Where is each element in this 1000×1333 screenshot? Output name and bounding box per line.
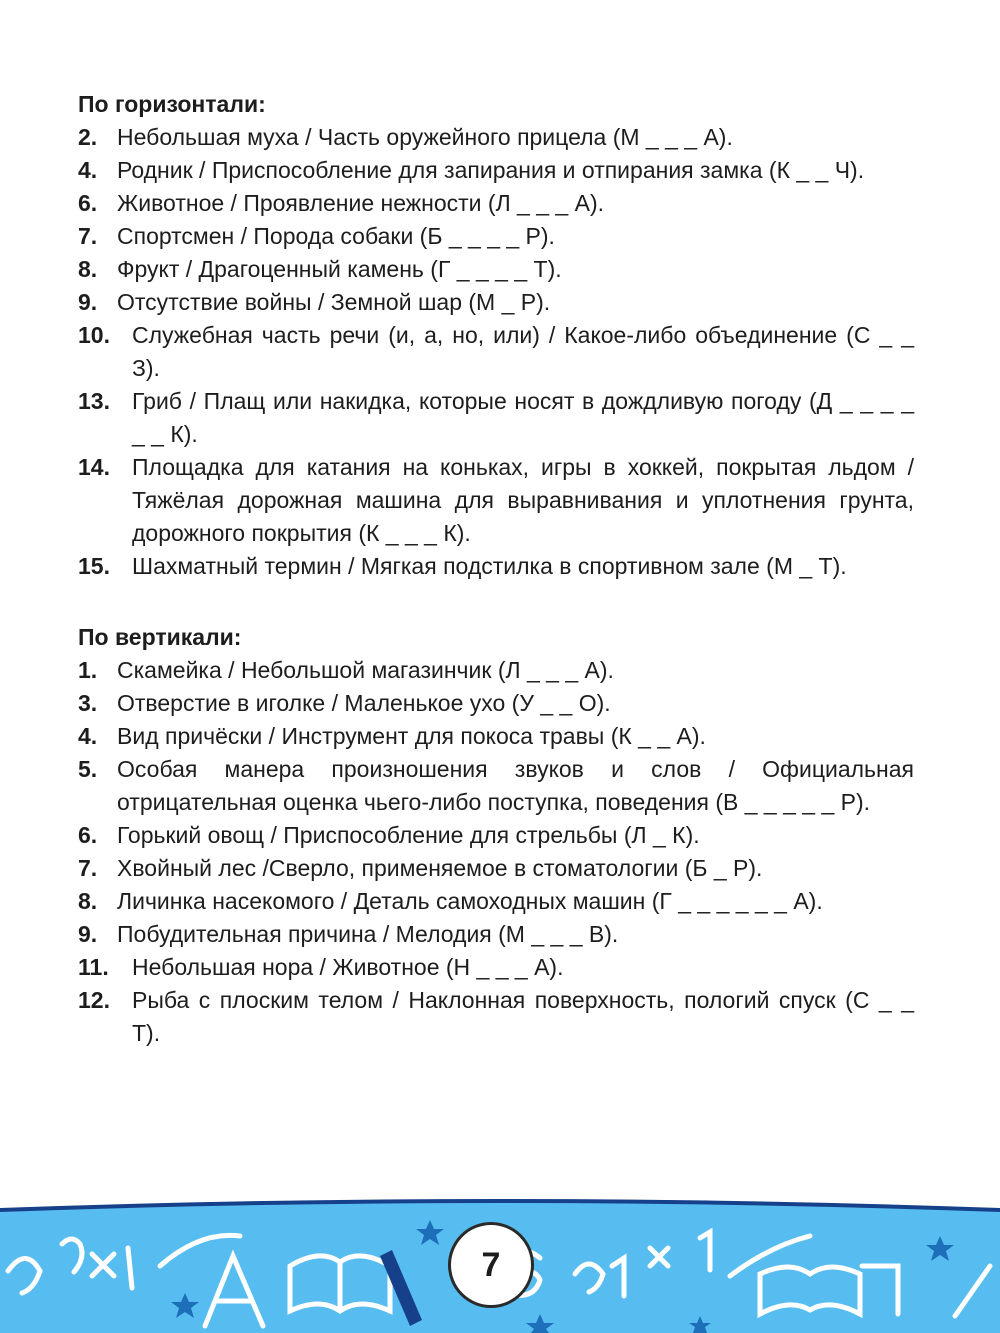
entry-number: 6. — [78, 190, 98, 216]
entry-number: 8. — [78, 256, 98, 282]
entry-number: 7. — [78, 223, 98, 249]
vertical-list — [78, 654, 914, 1050]
vertical-entry — [78, 720, 914, 753]
horizontal-list — [78, 121, 914, 583]
entry-text: Служебная часть речи (и, а, но, или) / Какое-либо объединение (С _ _ З). — [132, 322, 914, 381]
vertical-entry — [78, 753, 914, 819]
horizontal-entry — [78, 550, 914, 583]
entry-text: Фрукт / Драгоценный камень (Г _ _ _ _ Т). — [117, 256, 562, 282]
entry-text: Горький овощ / Приспособление для стрельбы (Л _ К). — [117, 822, 700, 848]
horizontal-entry — [78, 385, 914, 451]
entry-text: Отверстие в иголке / Маленькое ухо (У _ _ О). — [117, 690, 611, 716]
horizontal-heading: По горизонтали: — [78, 91, 266, 117]
horizontal-entry — [78, 253, 914, 286]
page-number: 7 — [448, 1222, 534, 1308]
entry-number: 5. — [78, 756, 98, 782]
vertical-entry — [78, 654, 914, 687]
vertical-heading: По вертикали: — [78, 624, 242, 650]
entry-text: Спортсмен / Порода собаки (Б _ _ _ _ Р). — [117, 223, 555, 249]
entry-number: 11. — [78, 954, 109, 980]
entry-number: 9. — [78, 921, 98, 947]
entry-text: Рыба с плоским телом / Наклонная поверхность, пологий спуск (С _ _ Т). — [132, 987, 914, 1046]
entry-number: 4. — [78, 723, 98, 749]
entry-number: 14. — [78, 454, 110, 480]
entry-number: 1. — [78, 657, 98, 683]
entry-text: Животное / Проявление нежности (Л _ _ _ А). — [117, 190, 604, 216]
entry-text: Гриб / Плащ или накидка, которые носят в дождливую погоду (Д _ _ _ _ _ _ К). — [132, 388, 914, 447]
vertical-entry — [78, 918, 914, 951]
entry-number: 12. — [78, 987, 110, 1013]
entry-number: 4. — [78, 157, 98, 183]
horizontal-entry — [78, 121, 914, 154]
entry-text: Площадка для катания на коньках, игры в хоккей, покрытая льдом / Тяжёлая дорожная машина для выравнивания и уплотнения грунта, дорожного покрытия (К _ _ _ К). — [132, 454, 914, 546]
vertical-entry — [78, 852, 914, 885]
entry-number: 9. — [78, 289, 98, 315]
entry-text: Шахматный термин / Мягкая подстилка в спортивном зале (М _ Т). — [132, 553, 847, 579]
horizontal-entry — [78, 319, 914, 385]
entry-number: 6. — [78, 822, 98, 848]
entry-number: 8. — [78, 888, 98, 914]
horizontal-entry — [78, 451, 914, 550]
entry-number: 10. — [78, 322, 110, 348]
vertical-entry — [78, 687, 914, 720]
entry-text: Личинка насекомого / Деталь самоходных машин (Г _ _ _ _ _ _ А). — [117, 888, 823, 914]
entry-number: 2. — [78, 124, 98, 150]
entry-number: 7. — [78, 855, 98, 881]
entry-text: Отсутствие войны / Земной шар (М _ Р). — [117, 289, 551, 315]
entry-text: Хвойный лес /Сверло, применяемое в стоматологии (Б _ Р). — [117, 855, 763, 881]
vertical-entry — [78, 984, 914, 1050]
vertical-entry — [78, 951, 914, 984]
entry-number: 13. — [78, 388, 110, 414]
entry-number: 3. — [78, 690, 98, 716]
entry-text: Родник / Приспособление для запирания и отпирания замка (К _ _ Ч). — [117, 157, 865, 183]
vertical-entry — [78, 885, 914, 918]
vertical-entry — [78, 819, 914, 852]
entry-text: Вид причёски / Инструмент для покоса травы (К _ _ А). — [117, 723, 706, 749]
entry-number: 15. — [78, 553, 110, 579]
horizontal-entry — [78, 154, 914, 187]
entry-text: Небольшая муха / Часть оружейного прицела (М _ _ _ А). — [117, 124, 733, 150]
entry-text: Побудительная причина / Мелодия (М _ _ _ В). — [117, 921, 619, 947]
horizontal-entry — [78, 187, 914, 220]
horizontal-entry — [78, 220, 914, 253]
horizontal-entry — [78, 286, 914, 319]
entry-text: Особая манера произношения звуков и слов / Официальная отрицательная оценка чьего-либо поступка, поведения (В _ _ _ _ _ Р). — [117, 756, 914, 815]
entry-text: Небольшая нора / Животное (Н _ _ _ А). — [132, 954, 564, 980]
page-content — [78, 88, 914, 1050]
entry-text: Скамейка / Небольшой магазинчик (Л _ _ _ А). — [117, 657, 614, 683]
